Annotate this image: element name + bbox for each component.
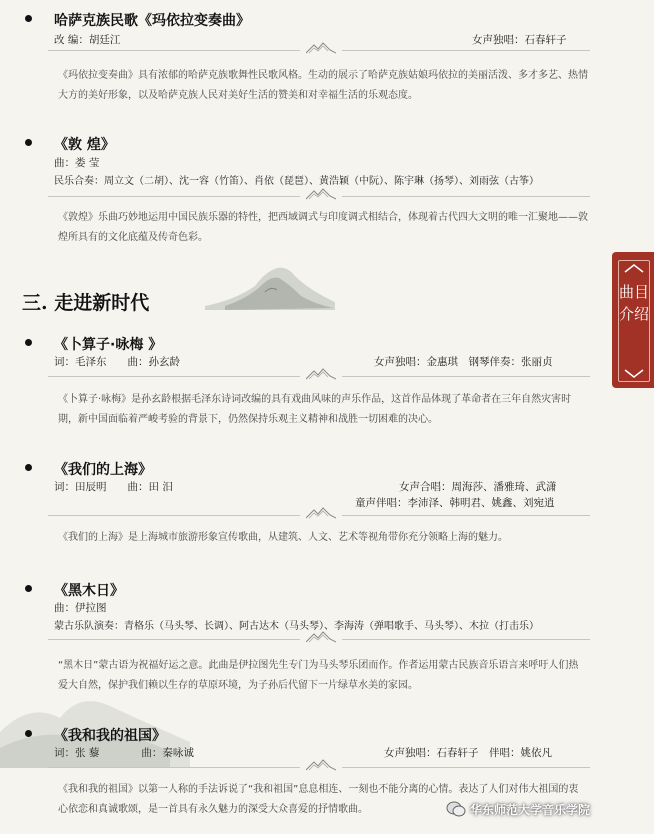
piece-title: 《我和我的祖国》	[54, 728, 166, 744]
watermark-text: 华东师范大学音乐学院	[470, 803, 591, 817]
mountain-ornament	[306, 631, 336, 643]
piece-description: 《我们的上海》是上海城市旅游形象宣传歌曲，从建筑、人文、艺术等视角带你充分领略上海的魅力。	[58, 532, 508, 543]
piece-performer: 女声独唱：石春轩子	[472, 34, 567, 46]
bullet	[25, 730, 32, 737]
piece-credits: 词：毛泽东 曲：孙玄龄	[54, 356, 180, 368]
bullet	[25, 339, 32, 346]
divider	[48, 515, 300, 516]
piece-ensemble: 蒙古乐队演奏：青格乐（马头琴、长调）、阿古达木（马头琴）、李海涛（弹唱歌手、马头琴）、木拉（打击乐）	[54, 621, 539, 632]
piece-accompaniment: 童声伴唱：李沛泽、韩明君、姚鑫、刘宛逍	[355, 497, 555, 509]
piece-performer: 女声合唱：周海莎、潘雅琦、武潇	[399, 481, 557, 493]
divider	[342, 515, 590, 516]
section-heading: 三. 走进新时代	[22, 292, 150, 314]
piece-ensemble: 民乐合奏：周立文（二胡）、沈一容（竹笛）、肖依（琵琶）、黄浩颖（中阮）、陈宇琳（扬琴）、刘雨弦（古筝）	[54, 176, 539, 187]
piece-credits: 改 编：胡廷江	[54, 34, 121, 46]
mountain-ornament	[306, 507, 336, 519]
divider	[342, 196, 590, 197]
divider	[48, 767, 300, 768]
piece-performer: 女声独唱：石春轩子 伴唱：姚依凡	[384, 747, 552, 759]
bullet	[25, 139, 32, 146]
divider	[48, 50, 300, 51]
piece-credits: 曲：娄 莹	[54, 157, 100, 169]
piece-credits: 曲：伊拉图	[54, 602, 107, 614]
chevron-up-icon	[623, 263, 645, 273]
divider	[342, 767, 590, 768]
piece-description: 《卜算子·咏梅》是孙玄龄根据毛泽东诗词改编的具有戏曲风味的声乐作品，这首作品体现了革命者在三年自然灾害时期，新中国面临着严峻考验的背景下，仍然保持乐观主义精神和战胜一切困难的决心。	[58, 394, 572, 425]
divider	[342, 50, 590, 51]
piece-description: 《我和我的祖国》以第一人称的手法诉说了“我和祖国”息息相连、一刻也不能分离的心情。表达了人们对伟大祖国的衷心依恋和真诚歌颂，是一首具有永久魅力的深受大众喜爱的抒情歌曲。	[58, 784, 579, 815]
divider	[342, 639, 590, 640]
piece-title: 《黑木日》	[54, 583, 124, 599]
piece-credits: 词：张 藜 曲：秦咏诚	[54, 747, 194, 759]
chevron-down-icon	[623, 369, 645, 379]
bullet	[25, 585, 32, 592]
mountain-ornament	[306, 188, 336, 200]
divider	[342, 376, 590, 377]
piece-title: 《卜算子·咏梅 》	[54, 337, 163, 353]
side-tab-label: 曲目介绍	[619, 283, 650, 323]
piece-description: “黑木日”蒙古语为祝福好运之意。此曲是伊拉图先生专门为马头琴乐团而作。作者运用蒙古民族音乐语言来呼吁人们热爱大自然，保护我们赖以生存的草原环境，为子孙后代留下一片绿草水美的家园。	[58, 660, 579, 691]
bullet	[25, 464, 32, 471]
divider	[48, 639, 300, 640]
catalog-side-tab[interactable]	[612, 252, 654, 388]
piece-title: 《我们的上海》	[54, 462, 152, 478]
piece-title: 《敦 煌》	[54, 137, 115, 153]
mountain-ornament	[306, 759, 336, 771]
piece-description: 《玛依拉变奏曲》具有浓郁的哈萨克族歌舞性民歌风格。生动的展示了哈萨克族姑娘玛依拉的美丽活泼、多才多艺、热情大方的美好形象，以及哈萨克族人民对美好生活的赞美和对幸福生活的乐观态度。	[58, 70, 588, 101]
piece-credits: 词：田辰明 曲：田 汨	[54, 481, 173, 493]
ink-mountain-illustration	[205, 262, 335, 310]
mountain-ornament	[306, 42, 336, 54]
wechat-icon	[446, 800, 466, 818]
piece-title: 哈萨克族民歌《玛依拉变奏曲》	[54, 13, 250, 29]
piece-performer: 女声独唱：金惠琪 钢琴伴奏：张丽贞	[374, 356, 553, 368]
bullet	[25, 15, 32, 22]
mountain-ornament	[306, 368, 336, 380]
divider	[48, 376, 300, 377]
divider	[48, 196, 300, 197]
piece-description: 《敦煌》乐曲巧妙地运用中国民族乐器的特性，把西域调式与印度调式相结合，体现着古代四大文明的唯一汇聚地——敦煌所具有的文化底蕴及传奇色彩。	[58, 212, 588, 243]
